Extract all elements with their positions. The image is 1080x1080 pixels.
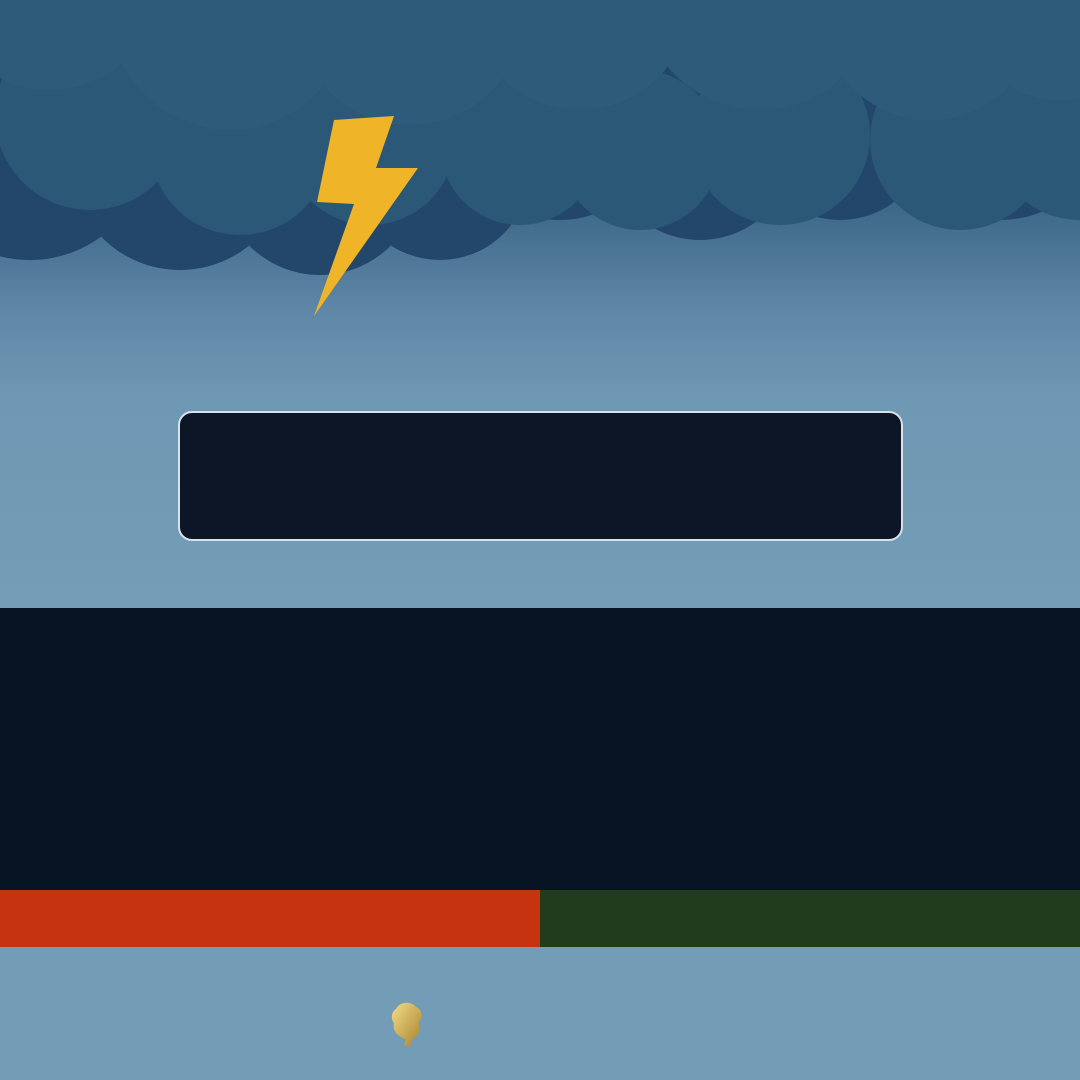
usak-emblem-icon [388, 999, 428, 1049]
end-time-bar [540, 890, 1080, 947]
start-time-bar [0, 890, 540, 947]
alert-description-panel [0, 608, 1080, 890]
usak-valiligi-logo [388, 995, 688, 1055]
alert-title-box [178, 411, 903, 541]
